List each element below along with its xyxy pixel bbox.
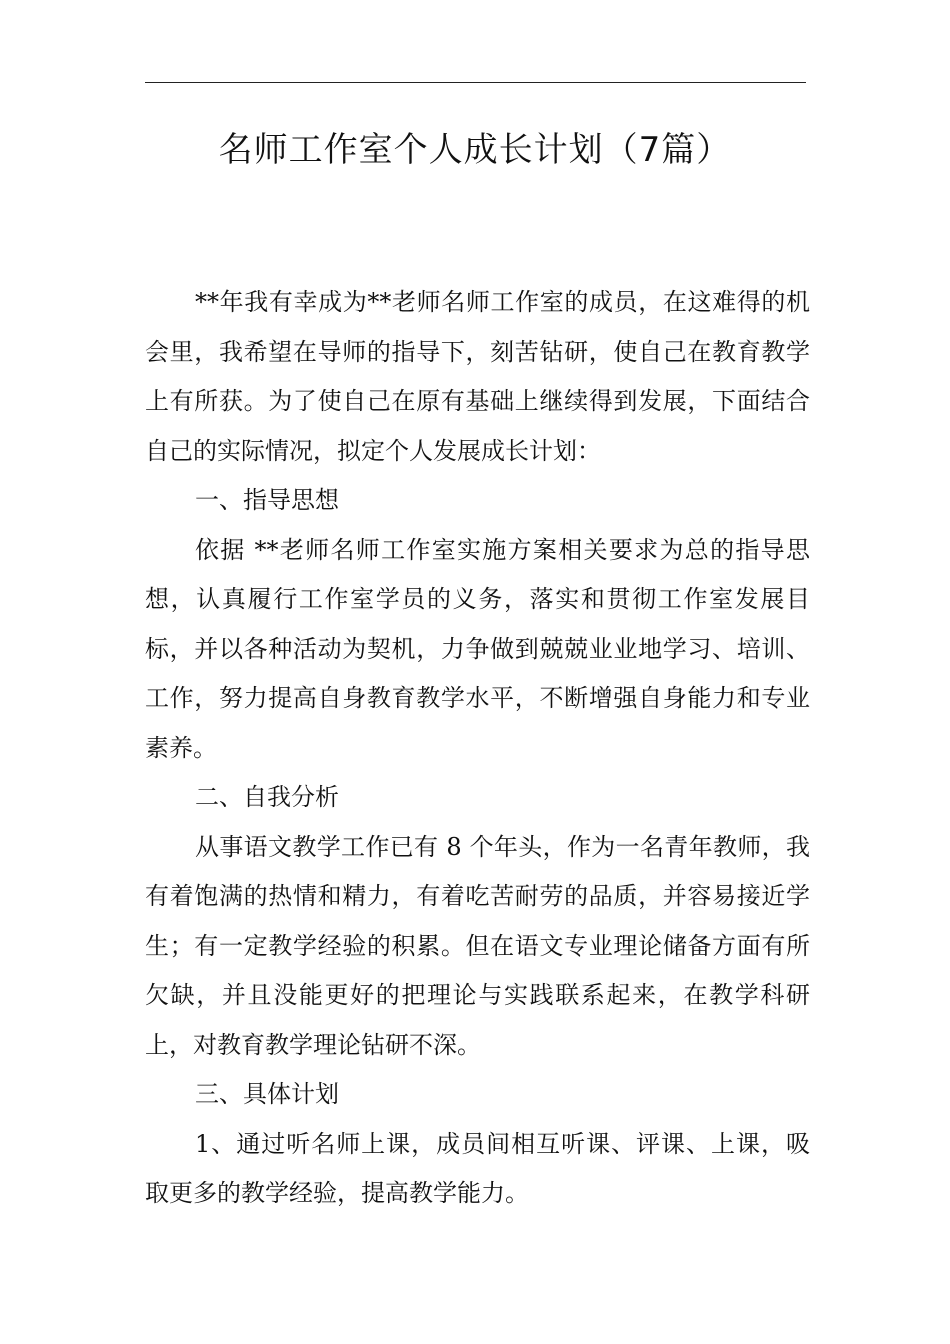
plan-item-1-paragraph: 1、通过听名师上课，成员间相互听课、评课、上课，吸取更多的教学经验，提高教学能力。	[145, 1129, 810, 1207]
section-heading-self-analysis: 二、自我分析	[195, 783, 339, 811]
header-rule	[145, 82, 806, 83]
intro-paragraph: **年我有幸成为**老师名师工作室的成员，在这难得的机会里，我希望在导师的指导下，刻苦钻研，使自己在教育教学上有所获。为了使自己在原有基础上继续得到发展，下面结合自己的实际情况，拟定个人发展成长计划：	[145, 288, 810, 465]
section-heading-specific-plan: 三、具体计划	[195, 1080, 339, 1108]
document-body	[145, 278, 810, 1219]
document-title: 名师工作室个人成长计划（7篇）	[218, 130, 732, 170]
self-analysis-paragraph: 从事语文教学工作已有 8 个年头，作为一名青年教师，我有着饱满的热情和精力，有着吃苦耐劳的品质，并容易接近学生；有一定教学经验的积累。但在语文专业理论储备方面有所欠缺，并且没能更好的把理论与实践联系起来，在教学科研上，对教育教学理论钻研不深。	[145, 832, 810, 1059]
guiding-ideology-paragraph: 依据 **老师名师工作室实施方案相关要求为总的指导思想，认真履行工作室学员的义务，落实和贯彻工作室发展目标，并以各种活动为契机，力争做到兢兢业业地学习、培训、工作，努力提高自身教育教学水平，不断增强自身能力和专业素养。	[145, 535, 810, 762]
section-heading-guiding-ideology: 一、指导思想	[195, 486, 339, 514]
